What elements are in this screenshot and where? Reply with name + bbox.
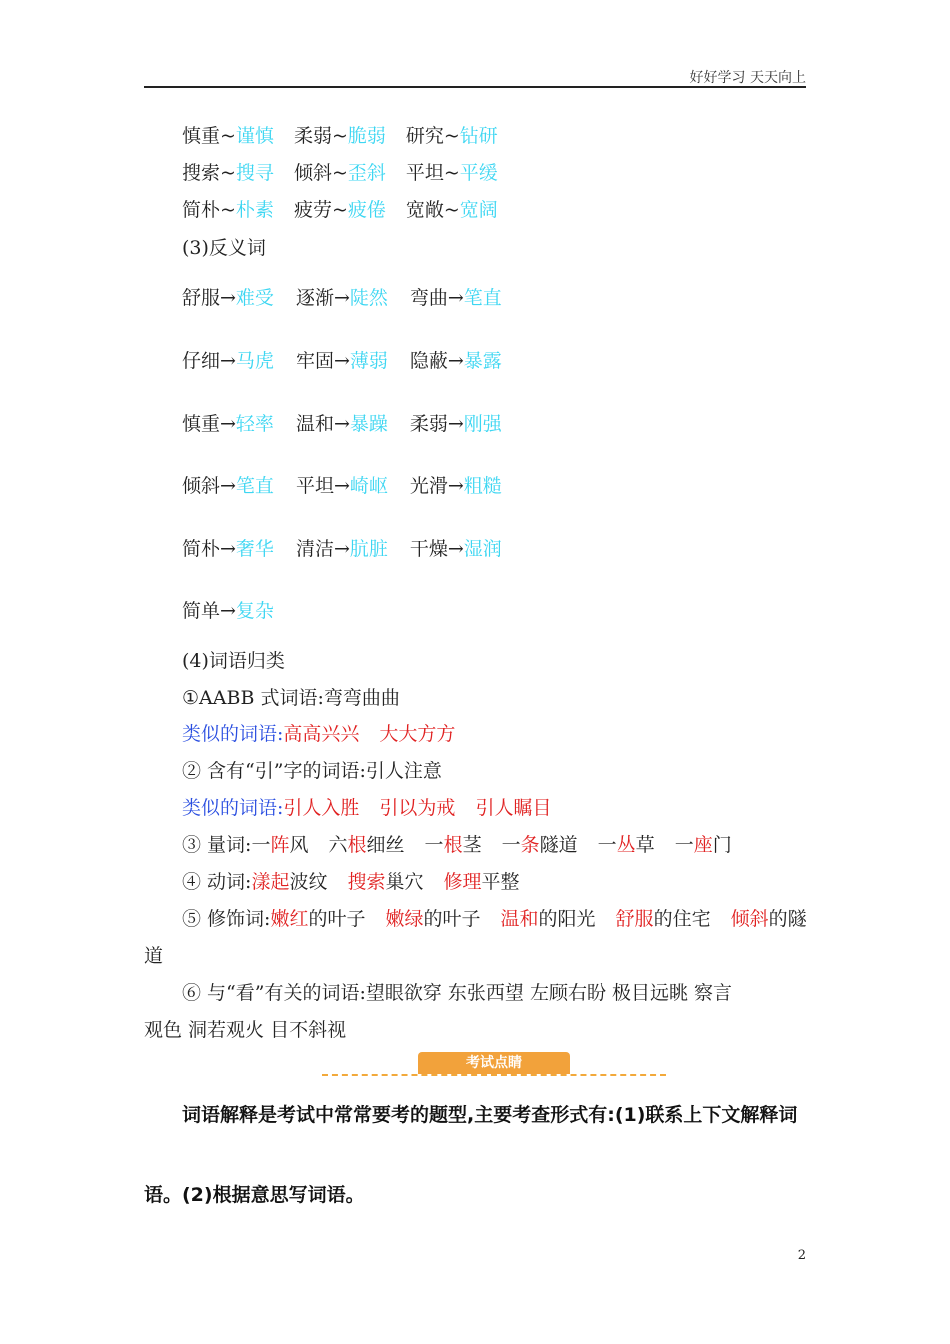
banner-dashed-line [322,1074,666,1076]
item3-phrase [502,832,578,858]
phrase-text: 巢穴 [385,871,424,893]
answer-word: 马虎 [235,350,274,372]
answer-word: 粗糙 [463,475,502,497]
word: 搜索~ [182,162,236,184]
word: 逐渐→ [295,287,350,309]
highlight-word: 温和 [500,908,539,930]
word: 简朴→ [182,538,236,560]
antonyms-pair [410,411,502,437]
synonyms-pair [294,197,386,223]
item4-phrase [444,869,520,895]
answer-word: 崎岖 [349,475,388,497]
phrase-text: 草 [635,834,655,856]
answer-word: 笔直 [235,475,274,497]
phrase-text: 细丝 [366,834,405,856]
synonyms-pair [294,123,386,149]
phrase-text: 六 [328,834,348,856]
phrase-text: 隧道 [539,834,578,856]
header-divider [144,86,806,88]
highlight-word: 阵 [270,834,290,856]
antonyms-row [182,285,524,311]
word: 干燥→ [409,538,464,560]
answer-word: 宽阔 [459,199,498,221]
item3-phrase [598,832,655,858]
item2-similar-label: 类似的词语: [182,797,284,819]
word: 简单→ [182,600,236,622]
item5-phrase [385,906,480,932]
phrase-text: 一 [501,834,521,856]
item1-similar-line [182,721,475,747]
answer-word: 笔直 [463,287,502,309]
item2-similar-word: 引人入胜 [283,797,360,819]
answer-word: 搜寻 [235,162,274,184]
answer-word: 平缓 [459,162,498,184]
banner-label: 考试点睛 [418,1052,570,1074]
answer-word: 疲倦 [347,199,386,221]
exam-banner [322,1052,666,1078]
antonyms-pair [296,473,388,499]
answer-word: 肮脏 [349,538,388,560]
antonyms-pair [410,473,502,499]
synonyms-row [182,160,518,186]
antonyms-row [182,473,524,499]
antonyms-pair [296,348,388,374]
answer-word: 暴躁 [349,413,388,435]
item3-label: ③ 量词: [182,834,252,856]
item4-phrase [347,869,423,895]
answer-word: 薄弱 [349,350,388,372]
item2-line: ② 含有“引”字的词语:引人注意 [182,760,442,782]
item4-label: ④ 动词: [182,871,252,893]
word: 倾斜→ [182,475,236,497]
highlight-word: 座 [693,834,713,856]
word: 柔弱~ [293,125,348,147]
answer-word: 钻研 [459,125,498,147]
page-number: 2 [797,1248,806,1263]
word: 慎重~ [182,125,236,147]
synonyms-pair [182,197,274,223]
answer-word: 奢华 [235,538,274,560]
word: 光滑→ [409,475,464,497]
item2-similar-word: 引人瞩目 [475,797,552,819]
synonyms-row [182,123,518,149]
word: 宽敞~ [405,199,460,221]
exam-text-line2: 语。(2)根据意思写词语。 [144,1184,365,1206]
word: 柔弱→ [409,413,464,435]
antonyms-pair [410,348,502,374]
item5-phrase [501,906,596,932]
synonyms-pair [406,160,498,186]
word: 温和→ [295,413,350,435]
answer-word: 陡然 [349,287,388,309]
word: 舒服→ [182,287,236,309]
highlight-word: 根 [347,834,367,856]
phrase-text: 的阳光 [538,908,596,930]
word: 研究~ [405,125,460,147]
antonyms-row [182,598,296,624]
highlight-word: 漾起 [251,871,290,893]
item4-phrase [251,869,327,895]
classify-heading: (4)词语归类 [182,650,285,672]
phrase-text: 波纹 [289,871,328,893]
item2-similar-word: 引以为戒 [379,797,456,819]
answer-word: 脆弱 [347,125,386,147]
phrase-text: 茎 [462,834,482,856]
answer-word: 轻率 [235,413,274,435]
word: 清洁→ [295,538,350,560]
highlight-word: 修理 [443,871,482,893]
highlight-word: 根 [443,834,463,856]
word: 平坦~ [405,162,460,184]
synonyms-pair [406,123,498,149]
phrase-text: 一 [597,834,617,856]
item3-line [182,832,752,858]
phrase-text: 一 [674,834,694,856]
synonyms-pair [294,160,386,186]
item3-phrase [425,832,482,858]
page-header-text: 好好学习 天天向上 [689,70,806,86]
answer-word: 刚强 [463,413,502,435]
synonyms-pair [182,160,274,186]
phrase-text: 一 [424,834,444,856]
item5-label: ⑤ 修饰词: [182,908,271,930]
antonyms-row [182,348,524,374]
answer-word: 谨慎 [235,125,274,147]
highlight-word: 倾斜 [730,908,769,930]
highlight-word: 条 [520,834,540,856]
phrase-text: 一 [251,834,271,856]
answer-word: 歪斜 [347,162,386,184]
item6-line2: 观色 洞若观火 目不斜视 [144,1019,347,1041]
exam-text-line1: 词语解释是考试中常常要考的题型,主要考查形式有:(1)联系上下文解释词 [182,1104,798,1126]
word: 隐蔽→ [409,350,464,372]
item5-phrase [616,906,711,932]
highlight-word: 嫩红 [270,908,309,930]
item5-phrase [270,906,365,932]
answer-word: 湿润 [463,538,502,560]
word: 平坦→ [295,475,350,497]
antonyms-heading: (3)反义词 [182,237,266,259]
highlight-word: 搜索 [347,871,386,893]
word: 慎重→ [182,413,236,435]
word: 仔细→ [182,350,236,372]
synonyms-pair [182,123,274,149]
item1-similar-word: 高高兴兴 [283,723,360,745]
item3-phrase [251,832,308,858]
answer-word: 复杂 [235,600,274,622]
item5-wrap: 道 [144,945,164,967]
antonyms-pair [182,598,274,624]
antonyms-pair [296,536,388,562]
highlight-word: 舒服 [615,908,654,930]
answer-word: 暴露 [463,350,502,372]
item3-phrase [675,832,732,858]
phrase-text: 门 [712,834,732,856]
phrase-text: 的隧 [768,908,807,930]
word: 倾斜~ [293,162,348,184]
answer-word: 难受 [235,287,274,309]
word: 弯曲→ [409,287,464,309]
synonyms-row [182,197,518,223]
item3-phrase [329,832,405,858]
antonyms-pair [182,348,274,374]
word: 牢固→ [295,350,350,372]
answer-word: 朴素 [235,199,274,221]
antonyms-pair [410,536,502,562]
highlight-word: 丛 [616,834,636,856]
item1-line: ①AABB 式词语:弯弯曲曲 [182,687,400,709]
phrase-text: 风 [289,834,309,856]
antonyms-pair [410,285,502,311]
antonyms-pair [296,285,388,311]
item4-line [182,869,540,895]
item5-phrase [731,906,807,932]
item6-line1: ⑥ 与“看”有关的词语:望眼欲穿 东张西望 左顾右盼 极目远眺 察言 [182,982,733,1004]
antonyms-pair [182,536,274,562]
item5-line [182,906,827,932]
item2-similar-line [182,795,571,821]
word: 疲劳~ [293,199,348,221]
antonyms-row [182,536,524,562]
phrase-text: 的叶子 [423,908,481,930]
antonyms-pair [182,473,274,499]
antonyms-pair [296,411,388,437]
synonyms-pair [406,197,498,223]
phrase-text: 的住宅 [653,908,711,930]
word: 简朴~ [182,199,236,221]
highlight-word: 嫩绿 [385,908,424,930]
phrase-text: 的叶子 [308,908,366,930]
phrase-text: 平整 [481,871,520,893]
item1-similar-word: 大大方方 [379,723,456,745]
item1-similar-label: 类似的词语: [182,723,284,745]
antonyms-pair [182,411,274,437]
antonyms-pair [182,285,274,311]
antonyms-row [182,411,524,437]
